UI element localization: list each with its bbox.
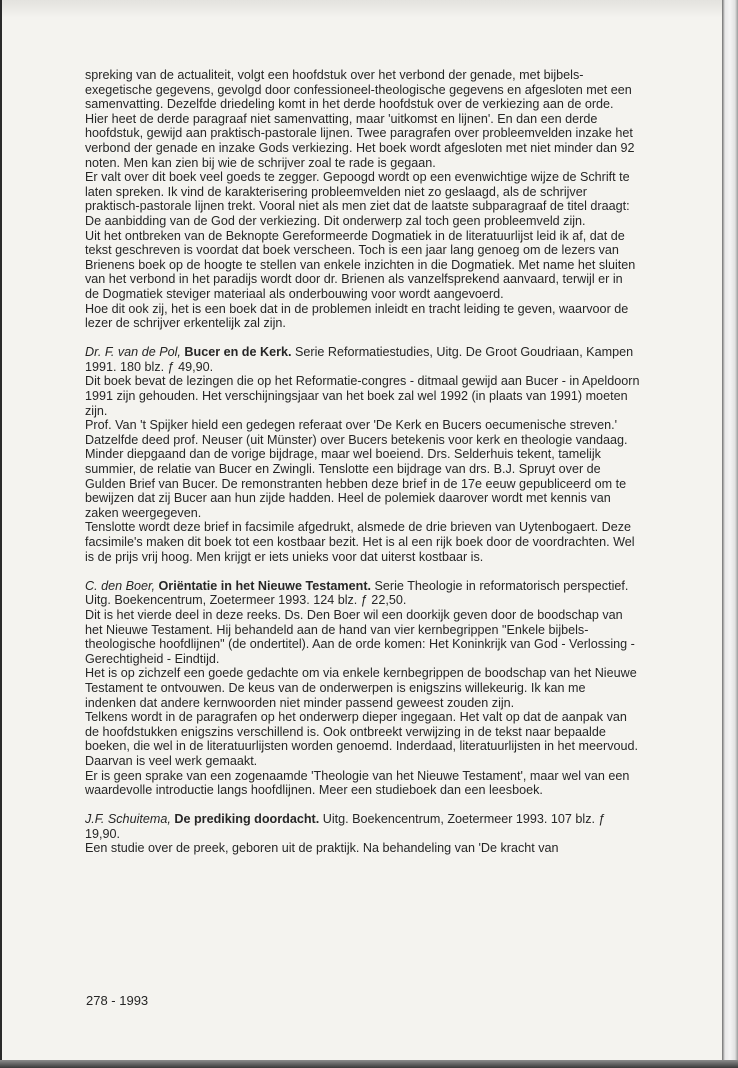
page-number: 278 - 1993 — [86, 993, 149, 1008]
section-gap — [85, 331, 640, 346]
review-details: Serie Reformatiestudies, Uitg. De Groot Goudriaan, Kampen 1991. 180 blz. ƒ 49,90. — [85, 345, 634, 374]
review-author: C. den Boer, — [85, 578, 156, 593]
body-paragraph: Tenslotte wordt deze brief in facsimile afgedrukt, alsmede de drie brieven van Uytenbogaert. Deze facsimile's maken dit boek tot een kostbaar bezit. Het is al een rijk boek door de voordrachten. Wel is de prijs vrij hoog. Men krijgt er iets unieks voor dat uiterst kostbaar is. — [85, 520, 635, 564]
review-details: Uitg. Boekencentrum, Zoetermeer 1993. 107 blz. ƒ 19,90. — [85, 812, 606, 841]
body-paragraph: Uit het ontbreken van de Beknopte Gereformeerde Dogmatiek in de literatuurlijst leid ik af, dat de tekst geschreven is voordat dat boek verscheen. Toch is een jaar lang genoeg om de lezers van Brienens boek op de hoogte te stellen van enkele inzichten in die Dogmatiek. Met name het sluiten van het verbond in het paradijs wordt door dr. Brienen als vanzelfsprekend aanvaard, terwijl er in de Dogmatiek steviger materiaal als onderbouwing voor wordt aangevoerd. — [85, 228, 636, 301]
review-details: Serie Theologie in reformatorisch perspectief. Uitg. Boekencentrum, Zoetermeer 1993. 124 blz. ƒ 22,50. — [85, 578, 629, 608]
review-continuation — [85, 68, 640, 331]
page-edge-bottom — [0, 1060, 738, 1068]
body-paragraph: spreking van de actualiteit, volgt een hoofdstuk over het verbond der genade, met bijbels-exegetische gegevens, gevolgd door confessioneel-theologische gegevens en afgesloten met een samenvatting. Dezelfde driedeling komt in het derde hoofdstuk over de verkiezing aan de orde. Hier heet de derde paragraaf niet samenvatting, maar 'uitkomst en lijnen'. En dan een derde hoofdstuk, gewijd aan praktisch-pastorale lijnen. Twee paragrafen over probleemvelden inzake het verbond der genade en inzake Gods verkiezing. Het boek wordt afgesloten met niet minder dan 92 noten. Men kan zien bij wie de schrijver zoal te rade is gegaan. — [85, 68, 635, 170]
review-header — [85, 579, 640, 608]
body-paragraph: Het is op zichzelf een goede gedachte om via enkele kernbegrippen de boodschap van het Nieuwe Testament te ontvouwen. De keus van de onderwerpen is enigszins willekeurig. Ik kan me indenken dat andere kernwoorden niet minder passend geweest zouden zijn. — [85, 666, 637, 710]
page-top-shadow — [2, 0, 724, 18]
section-gap — [85, 564, 640, 579]
body-paragraph: Er is geen sprake van een zogenaamde 'Theologie van het Nieuwe Testament', maar wel van een waardevolle introductie langs hoofdlijnen. Meer een studieboek dan een leesboek. — [85, 768, 630, 798]
review-title: Oriëntatie in het Nieuwe Testament. — [158, 578, 372, 593]
body-paragraph: Hoe dit ook zij, het is een boek dat in de problemen inleidt en tracht leiding te geven, waarvoor de lezer de schrijver erkentelijk zal zijn. — [85, 301, 629, 331]
review-title: Bucer en de Kerk. — [184, 345, 292, 360]
review-header — [85, 812, 640, 841]
review-prediking — [85, 812, 640, 856]
body-paragraph: Een studie over de preek, geboren uit de praktijk. Na behandeling van 'De kracht van — [85, 841, 559, 856]
page-body — [85, 68, 640, 856]
body-paragraph: Prof. Van 't Spijker hield een gedegen referaat over 'De Kerk en Bucers oecumenische streven.' Datzelfde deed prof. Neuser (uit Münster) over Bucers betekenis voor kerk en theologie vandaag. Minder diepgaand dan de vorige bijdrage, maar wel boeiend. Drs. Selderhuis tekent, tamelijk summier, de relatie van Bucer en Zwingli. Tenslotte een bijdrage van drs. B.J. Spruyt over de Gulden Brief van Bucer. De remonstranten hebben deze brief in de 17e eeuw gepubliceerd om te bewijzen dat zij Bucer aan hun zijde hadden. Heel de polemiek daarover wordt met kennis van zaken weergegeven. — [85, 418, 628, 520]
body-paragraph: Dit is het vierde deel in deze reeks. Ds. Den Boer wil een doorkijk geven door de boodschap van het Nieuwe Testament. Hij behandeld aan de hand van vier kernbegrippen "Enkele bijbels-theologische hoofdlijnen" (de ondertitel). Aan de orde komen: Het Koninkrijk van God - Verlossing - Gerechtigheid - Eindtijd. — [85, 607, 635, 666]
review-bucer — [85, 345, 640, 564]
review-orientatie — [85, 579, 640, 798]
review-author: Dr. F. van de Pol, — [85, 345, 181, 360]
review-author: J.F. Schuitema, — [85, 812, 171, 827]
body-paragraph: Telkens wordt in de paragrafen op het onderwerp dieper ingegaan. Het valt op dat de aanpak van de hoofdstukken enigszins verschillend is. Ook ontbreekt verwijzing in de tekst naar bepaalde boeken, die wel in de literatuurlijsten worden genoemd. Inderdaad, literatuurlijsten in het meervoud. Daarvan is veel werk gemaakt. — [85, 710, 639, 768]
page-edge-right — [722, 0, 738, 1068]
body-paragraph: Dit boek bevat de lezingen die op het Reformatie-congres - ditmaal gewijd aan Bucer - in Apeldoorn 1991 zijn gehouden. Het verschijningsjaar van het boek zal wel 1992 (in plaats van 1991) moeten zijn. — [85, 374, 640, 418]
body-paragraph: Er valt over dit boek veel goeds te zegger. Gepoogd wordt op een evenwichtige wijze de Schrift te laten spreken. Ik vind de karakterisering probleemvelden niet zo geslaagd, als de schrijver praktisch-pastorale lijnen trekt. Vooral niet als men ziet dat de laatste subparagraaf de titel draagt: De aanbidding van de God der verkiezing. Dit onderwerp zal toch geen probleemveld zijn. — [85, 170, 630, 228]
section-gap — [85, 798, 640, 813]
review-title: De prediking doordacht. — [174, 812, 320, 827]
review-header — [85, 345, 640, 374]
